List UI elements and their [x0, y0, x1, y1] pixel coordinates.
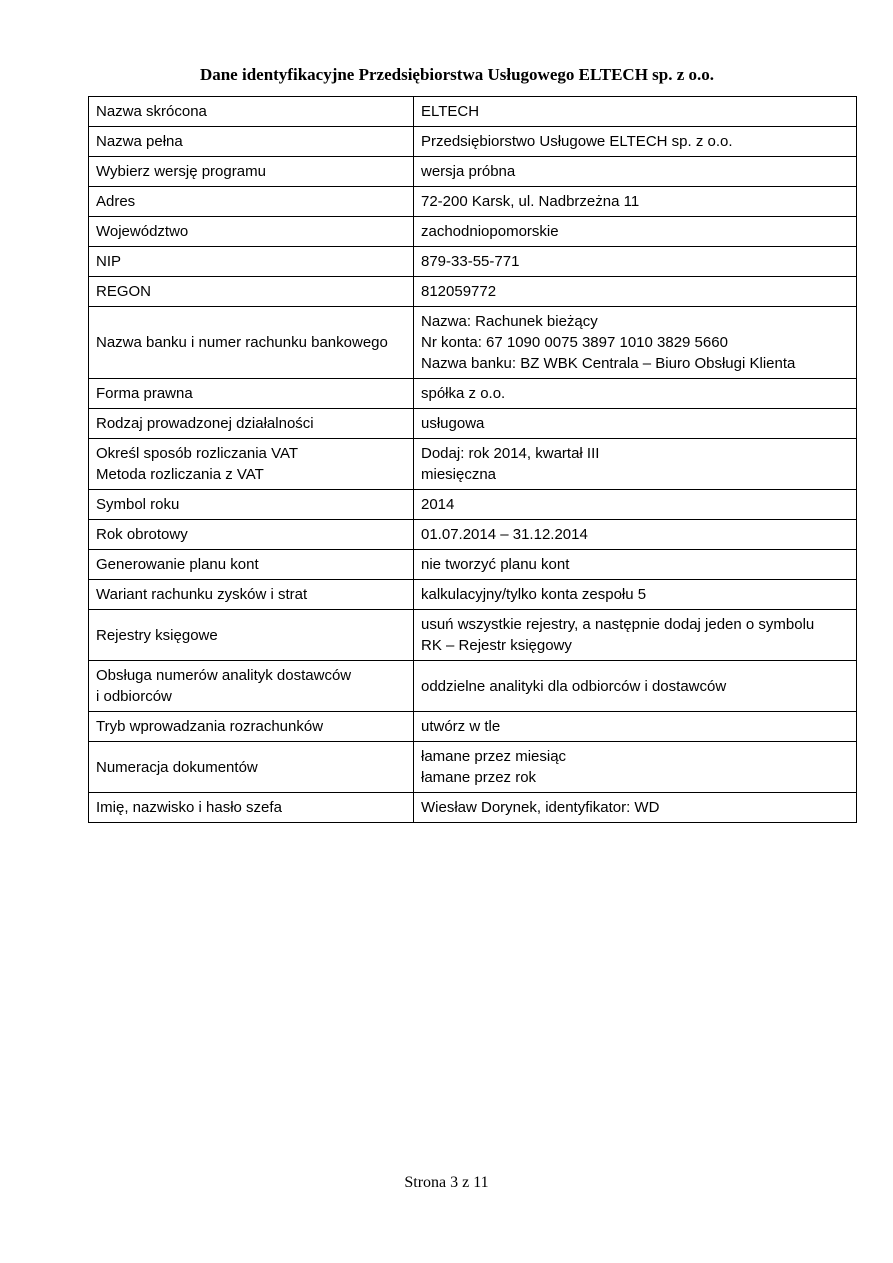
row-label-cell	[89, 217, 414, 247]
table-row	[89, 277, 857, 307]
row-label-cell	[89, 307, 414, 379]
cell-line: Forma prawna	[96, 385, 193, 402]
table-row	[89, 490, 857, 520]
cell-line: Rejestry księgowe	[96, 626, 218, 644]
row-value-cell	[414, 742, 857, 793]
cell-line: miesięczna	[421, 466, 497, 483]
cell-line: nie tworzyć planu kont	[421, 556, 570, 573]
cell-line: kalkulacyjny/tylko konta zespołu 5	[421, 586, 647, 603]
cell-line: Województwo	[96, 223, 189, 240]
row-label-cell	[89, 187, 414, 217]
row-label-cell	[89, 97, 414, 127]
cell-line: i odbiorców	[96, 688, 172, 705]
cell-line: Nazwa banku: BZ WBK Centrala – Biuro Obsługi Klienta	[421, 355, 796, 372]
page-title: Dane identyfikacyjne Przedsiębiorstwa Usługowego ELTECH sp. z o.o.	[199, 65, 715, 84]
cell-line: Symbol roku	[96, 496, 180, 513]
row-value-cell	[414, 277, 857, 307]
cell-line: wersja próbna	[421, 163, 516, 180]
row-value-cell	[414, 247, 857, 277]
cell-line: zachodniopomorskie	[421, 223, 559, 240]
table-row	[89, 127, 857, 157]
cell-line: Wybierz wersję programu	[96, 163, 266, 180]
row-label-cell	[89, 439, 414, 490]
table-row	[89, 520, 857, 550]
table-row	[89, 187, 857, 217]
row-value-cell	[414, 661, 857, 712]
cell-line: Określ sposób rozliczania VAT	[96, 445, 299, 462]
cell-line: Dodaj: rok 2014, kwartał III	[421, 445, 600, 462]
row-label-cell	[89, 712, 414, 742]
cell-line: Nazwa pełna	[96, 133, 183, 150]
row-label-cell	[89, 490, 414, 520]
row-value-cell	[414, 157, 857, 187]
cell-line: Imię, nazwisko i hasło szefa	[96, 799, 282, 816]
row-value-cell	[414, 610, 857, 661]
row-label-cell	[89, 277, 414, 307]
row-value-cell	[414, 307, 857, 379]
table-row	[89, 409, 857, 439]
table-row	[89, 217, 857, 247]
cell-line: Nazwa skrócona	[96, 103, 207, 120]
row-label-cell	[89, 793, 414, 823]
cell-line: Przedsiębiorstwo Usługowe ELTECH sp. z o.o.	[421, 133, 733, 150]
row-value-cell	[414, 490, 857, 520]
cell-line: Nr konta: 67 1090 0075 3897 1010 3829 5660	[421, 334, 728, 351]
row-value-cell	[414, 520, 857, 550]
row-value-cell	[414, 187, 857, 217]
table-row	[89, 439, 857, 490]
cell-line: REGON	[96, 283, 152, 300]
table-row	[89, 712, 857, 742]
cell-line: Nazwa banku i numer rachunku bankowego	[96, 334, 388, 351]
row-value-cell	[414, 409, 857, 439]
cell-line: Obsługa numerów analityk dostawców	[96, 667, 352, 684]
table-row	[89, 307, 857, 379]
cell-line: 72-200 Karsk, ul. Nadbrzeżna 11	[421, 193, 640, 210]
cell-line: oddzielne analityki dla odbiorców i dostawców	[421, 677, 727, 695]
table-row	[89, 793, 857, 823]
cell-line: łamane przez rok	[421, 769, 537, 786]
cell-line: 812059772	[421, 283, 497, 300]
row-label-cell	[89, 580, 414, 610]
cell-line: 01.07.2014 – 31.12.2014	[421, 526, 588, 543]
table-row	[89, 661, 857, 712]
row-value-cell	[414, 580, 857, 610]
row-label-cell	[89, 247, 414, 277]
table-row	[89, 580, 857, 610]
row-label-cell	[89, 661, 414, 712]
row-value-cell	[414, 550, 857, 580]
cell-line: 2014	[421, 496, 455, 513]
cell-line: Wiesław Dorynek, identyfikator: WD	[421, 799, 660, 816]
table-row	[89, 742, 857, 793]
cell-line: Generowanie planu kont	[96, 556, 259, 573]
row-value-cell	[414, 379, 857, 409]
table-row	[89, 247, 857, 277]
row-label-cell	[89, 127, 414, 157]
cell-line: Nazwa: Rachunek bieżący	[421, 313, 598, 330]
cell-line: Rok obrotowy	[96, 526, 188, 543]
cell-line: Adres	[96, 193, 136, 210]
cell-line: utwórz w tle	[421, 718, 501, 735]
table-row	[89, 97, 857, 127]
row-label-cell	[89, 520, 414, 550]
cell-line: łamane przez miesiąc	[421, 748, 567, 765]
row-label-cell	[89, 157, 414, 187]
cell-line: RK – Rejestr księgowy	[421, 637, 572, 654]
row-value-cell	[414, 217, 857, 247]
row-value-cell	[414, 793, 857, 823]
cell-line: ELTECH	[421, 103, 480, 120]
row-value-cell	[414, 439, 857, 490]
row-label-cell	[89, 742, 414, 793]
cell-line: usuń wszystkie rejestry, a następnie dodaj jeden o symbolu	[421, 616, 815, 633]
table-row	[89, 379, 857, 409]
row-value-cell	[414, 127, 857, 157]
row-label-cell	[89, 379, 414, 409]
table-row	[89, 157, 857, 187]
row-label-cell	[89, 610, 414, 661]
page-number: Strona 3 z 11	[404, 1174, 489, 1191]
cell-line: NIP	[96, 253, 122, 270]
cell-line: usługowa	[421, 415, 485, 432]
company-data-table	[88, 96, 857, 823]
row-value-cell	[414, 97, 857, 127]
row-label-cell	[89, 409, 414, 439]
cell-line: spółka z o.o.	[421, 385, 506, 402]
row-label-cell	[89, 550, 414, 580]
cell-line: Numeracja dokumentów	[96, 758, 258, 776]
cell-line: Tryb wprowadzania rozrachunków	[96, 718, 324, 735]
cell-line: Metoda rozliczania z VAT	[96, 466, 264, 483]
company-data-table-body	[89, 97, 857, 823]
row-value-cell	[414, 712, 857, 742]
table-row	[89, 550, 857, 580]
cell-line: Rodzaj prowadzonej działalności	[96, 415, 314, 432]
cell-line: 879-33-55-771	[421, 253, 520, 270]
cell-line: Wariant rachunku zysków i strat	[96, 586, 308, 603]
table-row	[89, 610, 857, 661]
